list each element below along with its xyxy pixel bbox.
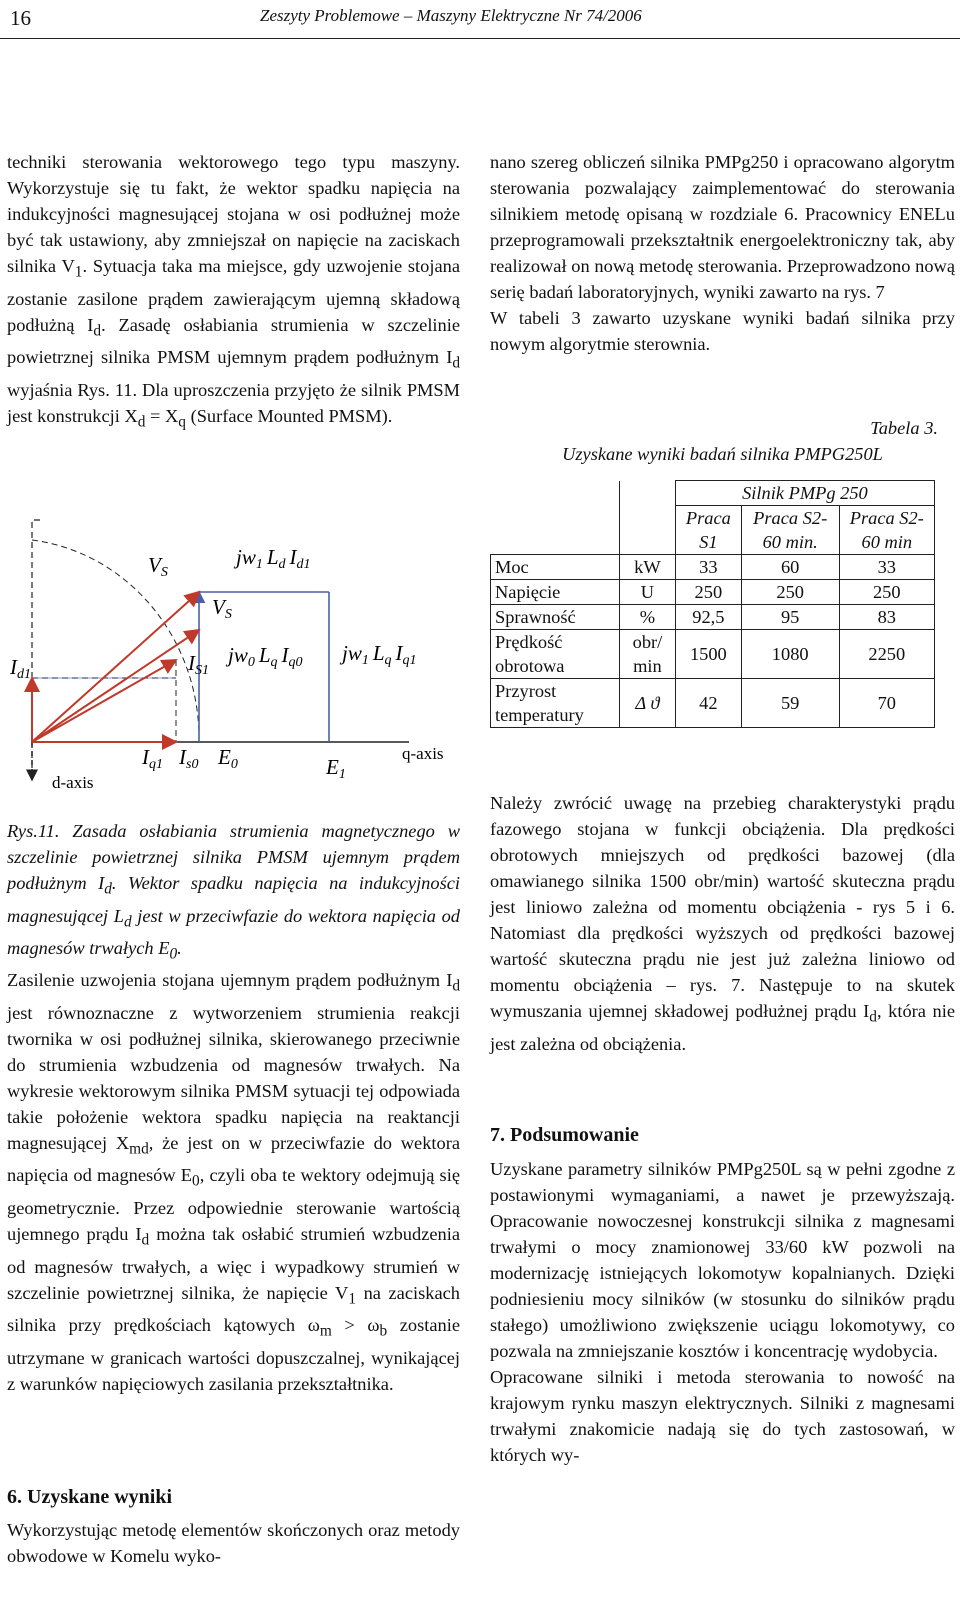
id1-label: Id1 [10, 655, 31, 682]
jw0-lq-iq0-label: jw0 Lq Iq0 [228, 643, 303, 670]
table-corner [491, 481, 620, 555]
section-6-heading: 6. Uzyskane wyniki [7, 1486, 173, 1508]
table-col-header: Praca S2-60 min. [741, 506, 839, 555]
left-paragraph-2: Zasilenie uzwojenia stojana ujemnym prądem podłużnym $I_d$ jest równoznaczne z wytworzeniem strumienia reakcji twornika w osi podłużnej silnika, skierowanego przeciwnie do strumienia wzbudzenia od magnesów trwałych. Na wykresie wektorowym silnika PMSM sytuacji tej odpowiada takie położenie wektora spadku napięcia na reaktancji magnesującej $X_{md}$, że jest on w przeciwfazie do wektora napięcia od magnesów $E_0$, czyli oba te wektory odejmują się geometrycznie. Przez odpowiednie sterowanie wartością ujemnego prądu $I_d$ można tak osłabić strumień wzbudzenia od magnesów trwałych, a więc i wypadkowy strumień w szczelinie powietrznej silnika, że napięcie $V_1$ na zaciskach silnika przy prędkościach kątowych $\omega_m > \omega_b$ zostanie utrzymane w granicach wartości dopuszczalnej, wynikającej z warunków napięciowych zasilania przekształtnika. [7, 970, 461, 1395]
table-row: Napięcie U 250 250 250 [491, 580, 935, 605]
right-paragraph-1: nano szereg obliczeń silnika PMPg250 i opracowano algorytm sterowania pozwalający zaimplementować do sterowania silnikiem metodę opisaną w rozdziale 6. Pracownicy ENELu przeprogramowali przekształtnik energoelektroniczny tak, aby realizował on nową metodę sterowania. Przeprowadzono nową serię badań laboratoryjnych, wyniki zawarto na rys. 7 W tabeli 3 zawarto uzyskane wyniki badań silnika przy nowym algorytmie sterownia. [490, 152, 955, 354]
section-7-heading: 7. Podsumowanie [490, 1124, 639, 1146]
iq1-axis-label: Iq1 [142, 745, 163, 772]
section-7-text: Uzyskane parametry silników PMPg250L są w pełni zgodne z postawionymi wymaganiami, a nawet je przewyższają. Opracowanie nowoczesnej konstrukcji silnika z magnesami trwałymi o mocy znamionowej 33/60 kW pozwoli na modernizację istniejących lokomotyw kopalnianych. Dzięki podniesieniu mocy silników (w stosunku do silników prądu stałego) umożliwiono zwiększenie uciągu lokomotywy, co pozwala na zmniejszanie kosztów i koncentrację wydobycia. Opracowane silniki i metoda sterowania to nowość na krajowym rynku maszyn elektrycznych. Silniki z magnesami trwałymi znakomicie nadają się do tych zastosowań, w których wy- [490, 1159, 955, 1465]
header-rule [0, 38, 960, 39]
e1-label: E1 [326, 755, 346, 782]
section-6-text: Wykorzystując metodę elementów skończonych oraz metody obwodowe w Komelu wyko- [7, 1520, 460, 1566]
table-row: Prędkość obrotowa obr/ min 1500 1080 2250 [491, 630, 935, 679]
table-row: Moc kW 33 60 33 [491, 555, 935, 580]
table-corner-unit [620, 481, 676, 555]
left-paragraph-1: techniki sterowania wektorowego tego typu maszyny. Wykorzystuje się tu fakt, że wektor spadku napięcia na indukcyjności magnesującej stojana w osi podłużnej może być tak ustawiony, aby zmniejszał on napięcie na zaciskach silnika $V_1$. Sytuacja taka ma miejsce, gdy uzwojenie stojana zostanie zasilone prądem zawierającym ujemną składową podłużną $I_d$. Zasadę osłabiania strumienia w szczelinie powietrznej silnika PMSM ujemnym prądem podłużnym $I_d$ wyjaśnia Rys. 11. Dla uproszczenia przyjęto że silnik PMSM jest konstrukcji $X_d = X_q$ (Surface Mounted PMSM). [7, 152, 461, 431]
journal-title: Zeszyty Problemowe – Maszyny Elektryczne Nr 74/2006 [260, 6, 642, 25]
vs-outer-label: VS [148, 553, 168, 580]
e0-label: E0 [218, 745, 238, 772]
page-number: 16 [10, 6, 31, 30]
figure-caption: Rys.11. Zasada osłabiania strumienia magnetycznego w szczelinie powietrznej silnika PMSM ujemnym prądem podłużnym $I_d$. Wektor spadku napięcia na indukcyjności magnesującej $L_d$ jest w przeciwfazie do wektora napięcia od magnesów trwałych $E_0$. [7, 821, 460, 964]
table-label: Tabela 3. [870, 418, 938, 438]
d-axis-label: d-axis [52, 773, 94, 792]
jw1-ld-id1-label: jw1 Ld Id1 [236, 545, 311, 572]
table-row: Przyrost temperatury Δ ϑ 42 59 70 [491, 679, 935, 728]
is0-label: Is0 [179, 745, 199, 772]
vector-diagram-figure [4, 510, 462, 795]
table-title: Uzyskane wyniki badań silnika PMPG250L [562, 444, 883, 464]
vs-outer-vector [32, 592, 199, 742]
right-paragraph-2: Należy zwrócić uwagę na przebieg charakterystyki prądu fazowego stojana w funkcji obciążenia. Dla prędkości obrotowych mniejszych od prędkości bazowej (dla omawianego silnika 1500 obr/min) wartość skuteczna prądu jest liniowo zależna od momentu obciążenia - rys 5 i 6. Natomiast dla prędkości wyższych od prędkości bazowej wartość skuteczna prądu nie jest już zależna liniowo od momentu obciążenia – rys. 7. Następuje to na skutek wymuszania ujemnej składowej podłużnej prądu $I_d$, która nie jest zależna od obciążenia. [490, 793, 955, 1054]
q-axis-label: q-axis [402, 744, 444, 763]
table-col-header: Praca S1 [675, 506, 741, 555]
is1-vector [32, 660, 176, 742]
jw1-lq-iq1-label: jw1 Lq Iq1 [342, 641, 417, 668]
vs-inner-vector [32, 630, 199, 742]
is1-label: IS1 [188, 651, 209, 678]
table-col-header: Praca S2-60 min [839, 506, 934, 555]
table-row: Sprawność % 92,5 95 83 [491, 605, 935, 630]
vs-inner-label: VS [212, 595, 232, 622]
table-group-header: Silnik PMPg 250 [675, 481, 934, 506]
results-table [490, 480, 935, 728]
